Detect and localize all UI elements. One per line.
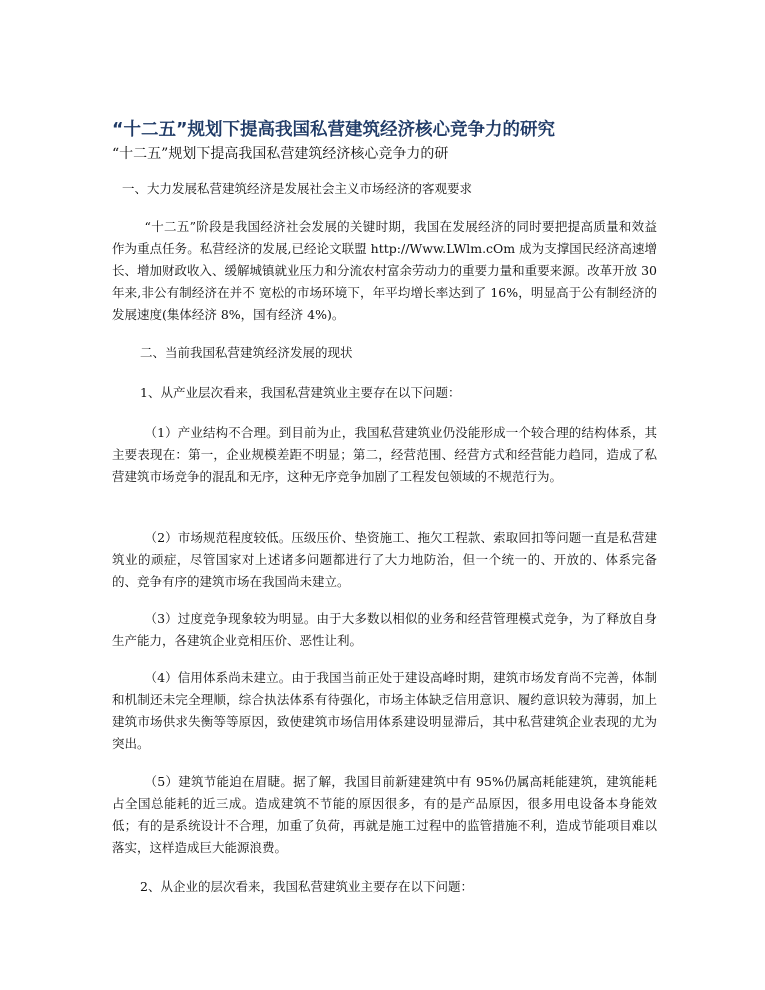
subsection-heading-2: 2、从企业的层次看来，我国私营建筑业主要存在以下问题：	[140, 879, 473, 894]
subsection-heading-1: 1、从产业层次看来，我国私营建筑业主要存在以下问题：	[140, 385, 461, 400]
paragraph-3: （2）市场规范程度较低。压级压价、垫资施工、拖欠工程款、索取回扣等问题一直是私营建筑业的顽症，尽管国家对上述诸多问题都进行了大力地防治，但一个统一的、开放的、体系完备的、竞争有序的建筑市场在我国尚未建立。	[112, 530, 657, 589]
section-heading-1: 一、大力发展私营建筑经济是发展社会主义市场经济的客观要求	[122, 181, 473, 196]
document-title: “十二五”规划下提高我国私营建筑经济核心竞争力的研究	[112, 120, 556, 140]
paragraph-6: （5）建筑节能迫在眉睫。据了解，我国目前新建建筑中有 95%仍属高耗能建筑，建筑能耗占全国总能耗的近三成。造成建筑不节能的原因很多，有的是产品原因，很多用电设备本身能效低；有的是系统设计不合理，加重了负荷，再就是施工过程中的监管措施不利，造成节能项目难以落实，这样造成巨大能源浪费。	[112, 774, 657, 855]
section-heading-2: 二、当前我国私营建筑经济发展的现状	[140, 345, 353, 360]
document-subtitle: “十二五”规划下提高我国私营建筑经济核心竞争力的研	[112, 146, 449, 162]
paragraph-1: “十二五”阶段是我国经济社会发展的关键时期，我国在发展经济的同时要把提高质量和效益作为重点任务。私营经济的发展,已经论文联盟 http://Www.LWlm.cOm 成为支撑国民经济高速增长、增加财政收入、缓解城镇就业压力和分流农村富余劳动力的重要力量和重要来源。改革开放 30 年来,非公有制经济在并不 宽松的市场环境下，年平均增长率达到了 16%，明显高于公有制经济的发展速度(集体经济 8%，国有经济 4%)。	[112, 219, 657, 322]
paragraph-4: （3）过度竞争现象较为明显。由于大多数以相似的业务和经营管理模式竞争，为了释放自身生产能力，各建筑企业竞相压价、恶性让利。	[112, 611, 657, 648]
paragraph-2: （1）产业结构不合理。到目前为止，我国私营建筑业仍没能形成一个较合理的结构体系，其主要表现在：第一，企业规模差距不明显；第二，经营范围、经营方式和经营能力趋同，造成了私营建筑市场竞争的混乱和无序，这种无序竞争加剧了工程发包领域的不规范行为。	[112, 425, 657, 484]
paragraph-5: （4）信用体系尚未建立。由于我国当前正处于建设高峰时期，建筑市场发育尚不完善，体制和机制还未完全理顺，综合执法体系有待强化，市场主体缺乏信用意识、履约意识较为薄弱，加上建筑市场供求失衡等等原因，致使建筑市场信用体系建设明显滞后，其中私营建筑企业表现的尤为突出。	[112, 670, 657, 751]
